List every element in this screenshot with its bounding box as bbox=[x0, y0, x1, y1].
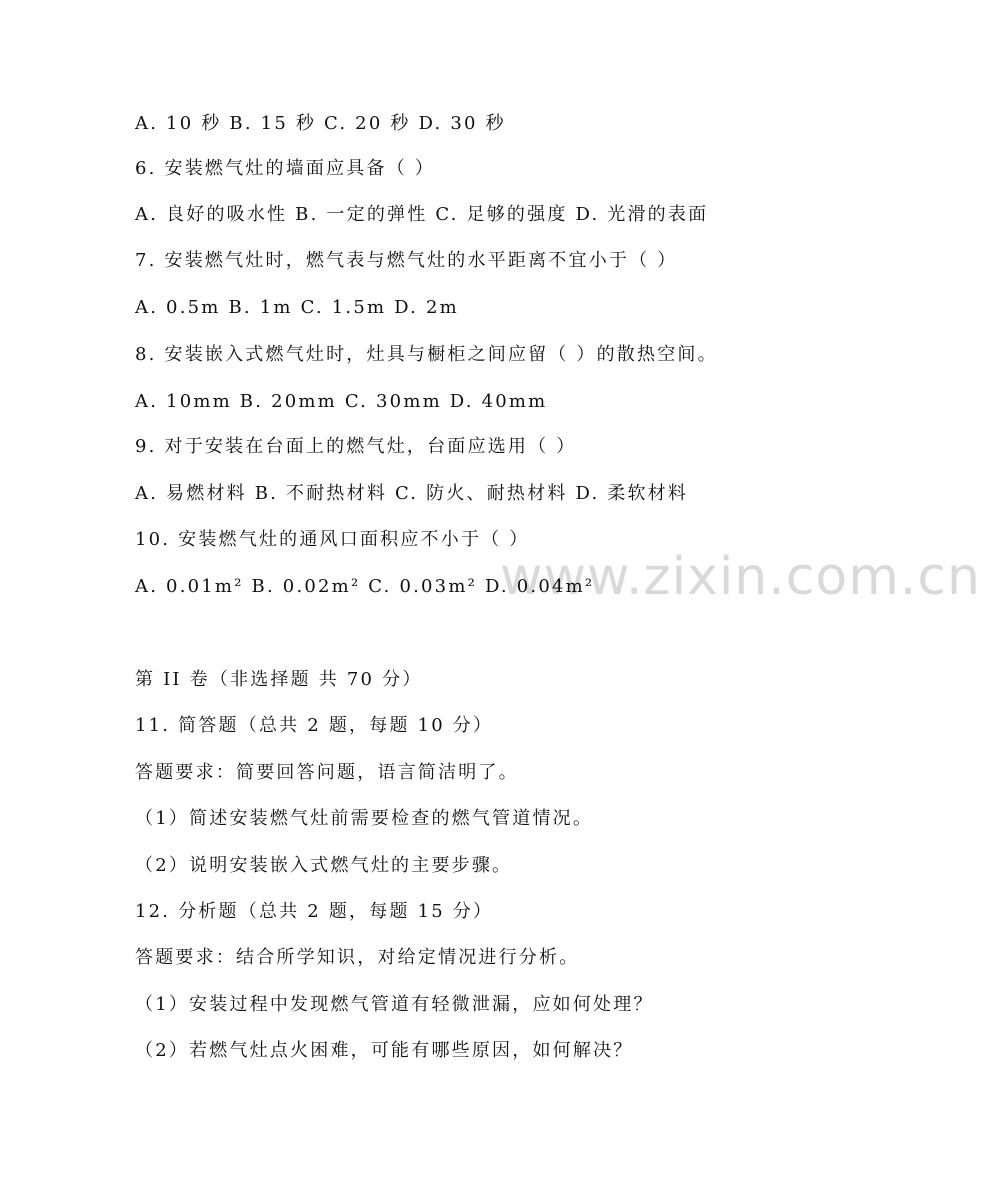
q11-text: 11. 简答题（总共 2 题，每题 10 分） bbox=[135, 715, 494, 736]
q11-requirement: 答题要求：简要回答问题，语言简洁明了。 bbox=[135, 762, 519, 783]
q11-sub2: （2）说明安装嵌入式燃气灶的主要步骤。 bbox=[135, 855, 513, 876]
q9-text: 9. 对于安装在台面上的燃气灶，台面应选用（ ） bbox=[135, 436, 577, 457]
q8-text: 8. 安装嵌入式燃气灶时，灶具与橱柜之间应留（ ）的散热空间。 bbox=[135, 344, 718, 365]
q12-sub1: （1）安装过程中发现燃气管道有轻微泄漏，应如何处理？ bbox=[135, 994, 654, 1015]
q7-text: 7. 安装燃气灶时，燃气表与燃气灶的水平距离不宜小于（ ） bbox=[135, 250, 678, 271]
q8-options: A. 10mm B. 20mm C. 30mm D. 40mm bbox=[135, 391, 548, 412]
q10-options: A. 0.01m² B. 0.02m² C. 0.03m² D. 0.04m² bbox=[135, 576, 595, 597]
q12-text: 12. 分析题（总共 2 题，每题 15 分） bbox=[135, 901, 494, 922]
q9-options: A. 易燃材料 B. 不耐热材料 C. 防火、耐热材料 D. 柔软材料 bbox=[135, 483, 689, 504]
q10-text: 10. 安装燃气灶的通风口面积应不小于（ ） bbox=[135, 529, 530, 550]
part2-heading: 第 II 卷（非选择题 共 70 分） bbox=[135, 669, 423, 690]
q6-text: 6. 安装燃气灶的墙面应具备（ ） bbox=[135, 158, 436, 179]
q12-sub2: （2）若燃气灶点火困难，可能有哪些原因，如何解决？ bbox=[135, 1040, 634, 1061]
q11-sub1: （1）简述安装燃气灶前需要检查的燃气管道情况。 bbox=[135, 808, 594, 829]
q5-options: A. 10 秒 B. 15 秒 C. 20 秒 D. 30 秒 bbox=[135, 113, 506, 134]
watermark: www.zixin.com.cn bbox=[500, 547, 981, 607]
q7-options: A. 0.5m B. 1m C. 1.5m D. 2m bbox=[135, 297, 459, 318]
q12-requirement: 答题要求：结合所学知识，对给定情况进行分析。 bbox=[135, 947, 580, 968]
q6-options: A. 良好的吸水性 B. 一定的弹性 C. 足够的强度 D. 光滑的表面 bbox=[135, 204, 709, 225]
